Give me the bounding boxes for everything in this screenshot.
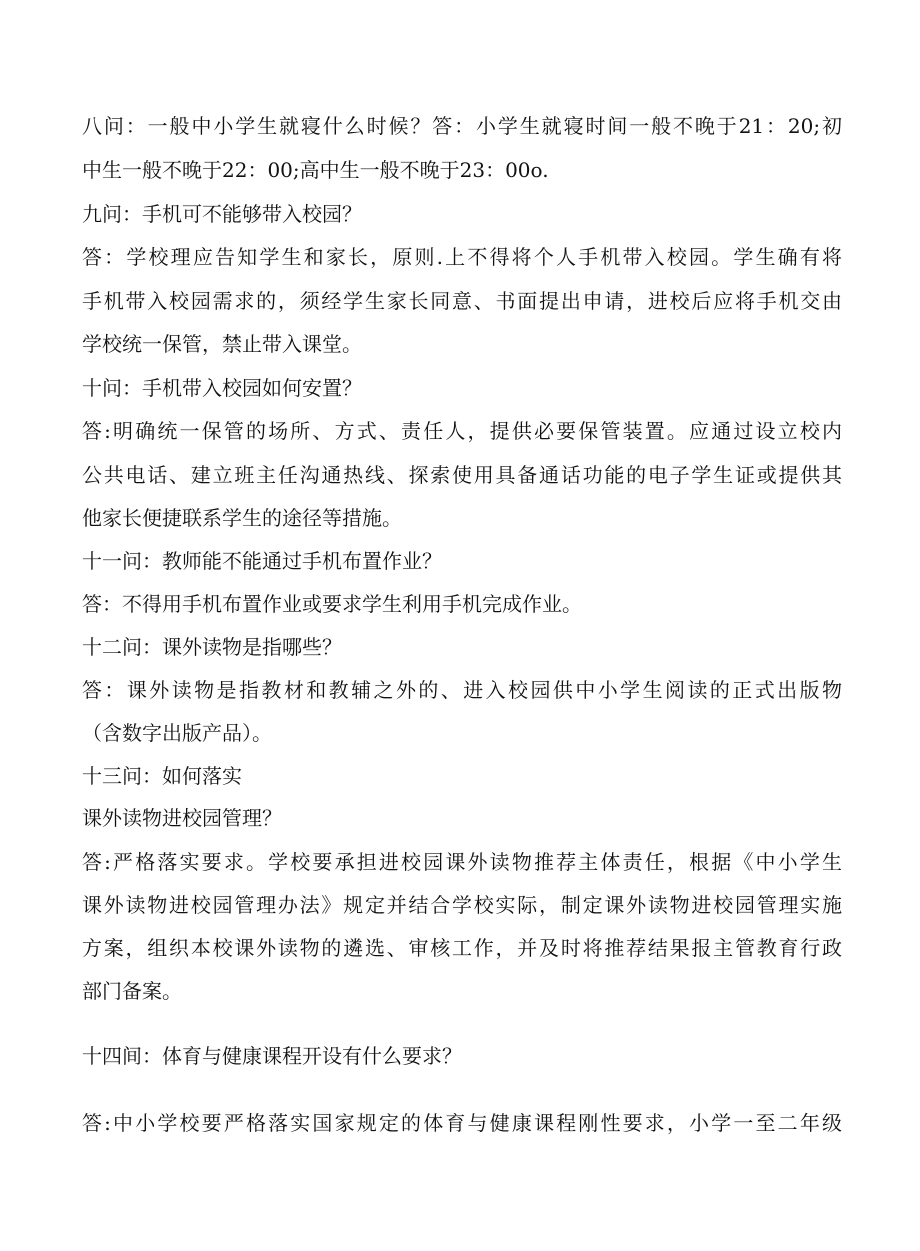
- text-line: 答：不得用手机布置作业或要求学生利用手机完成作业。: [82, 592, 582, 616]
- text-line: 九问：手机可不能够带入校园？: [82, 202, 362, 226]
- text-line: 部门备案。: [82, 979, 182, 1003]
- text-line: 方案，组织本校课外读物的遴选、审核工作，并及时将推荐结果报主管教育行政: [82, 936, 842, 960]
- text-line: 八问：一般中小学生就寝什么时候？答：小学生就寝时间一般不晚于21：20;初: [82, 114, 842, 138]
- text-line: 答:明确统一保管的场所、方式、责任人，提供必要保管装置。应通过设立校内: [82, 419, 842, 443]
- text-line: 十二问：课外读物是指哪些？: [82, 635, 342, 659]
- text-line: 答:中小学校要严格落实国家规定的体育与健康课程刚性要求，小学一至二年级: [82, 1111, 842, 1135]
- text-line: 他家长便捷联系学生的途径等措施。: [82, 506, 402, 530]
- text-line: 十问：手机带入校园如何安置？: [82, 376, 362, 400]
- text-line: 中生一般不晚于22：00;高中生一般不晚于23：00o.: [82, 158, 549, 182]
- text-line: 十四间：体育与健康课程开设有什么要求？: [82, 1044, 462, 1068]
- text-line: 手机带入校园需求的，须经学生家长同意、书面提出申请，进校后应将手机交由: [82, 289, 842, 313]
- text-line: 学校统一保管，禁止带入课堂。: [82, 332, 362, 356]
- text-line: 答:严格落实要求。学校要承担进校园课外读物推荐主体责任，根据《中小学生: [82, 850, 842, 874]
- text-line: 课外读物进校园管理？: [82, 806, 282, 830]
- text-line: 十一问：教师能不能通过手机布置作业？: [82, 549, 442, 573]
- text-line: 十三问：如何落实: [82, 764, 242, 788]
- text-line: （含数字出版产品）。: [82, 721, 272, 745]
- text-line: 答：学校理应告知学生和家长，原则.上不得将个人手机带入校园。学生确有将: [82, 245, 842, 269]
- text-line: 公共电话、建立班主任沟通热线、探索使用具备通话功能的电子学生证或提供其: [82, 463, 842, 487]
- text-line: 课外读物进校园管理办法》规定并结合学校实际，制定课外读物进校园管理实施: [82, 893, 842, 917]
- text-line: 答：课外读物是指教材和教辅之外的、进入校园供中小学生阅读的正式出版物: [82, 678, 842, 702]
